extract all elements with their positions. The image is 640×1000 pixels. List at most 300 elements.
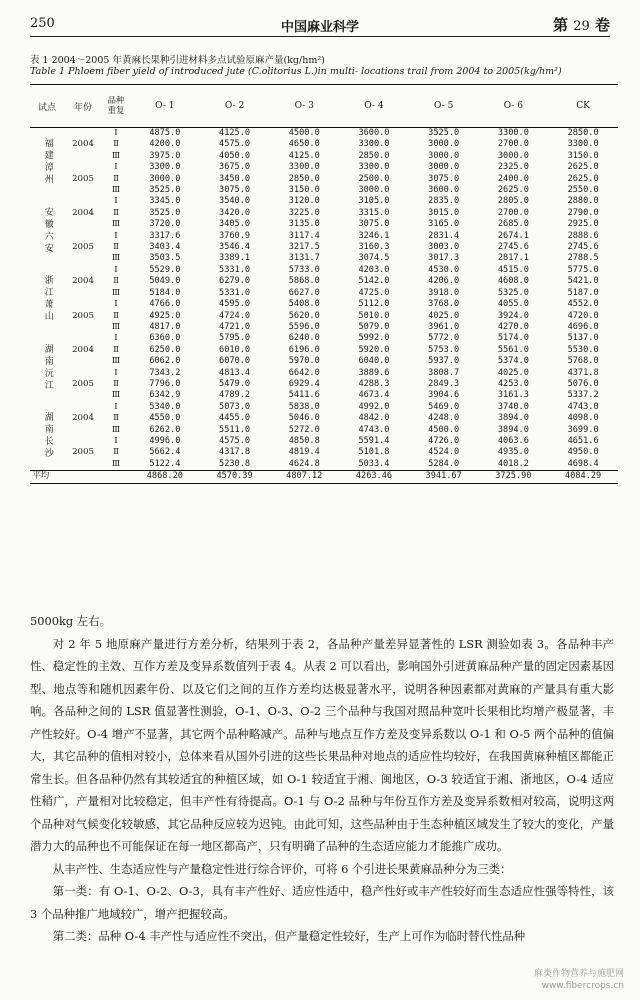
yield-cell: 3225.0	[288, 207, 320, 218]
yield-cell: 6040.0	[358, 356, 390, 367]
yield-cell: 3015.0	[428, 207, 460, 218]
column-header: 年份	[64, 85, 102, 128]
yield-cell: 4063.6	[497, 435, 529, 446]
yield-cell: 3420.0	[219, 207, 251, 218]
yield-cell: 4455.0	[219, 413, 251, 424]
yield-cell: 4317.8	[219, 447, 251, 458]
replicate-cell: Ⅲ	[111, 424, 121, 435]
yield-cell: 4673.4	[358, 390, 390, 401]
yield-cell: 2400.0	[497, 173, 529, 184]
yield-cell: 3074.5	[358, 253, 390, 264]
yield-cell: 3161.3	[497, 390, 529, 401]
yield-cell: 4575.0	[219, 435, 251, 446]
yield-cell: 5340.0	[149, 401, 181, 412]
yield-cell: 5076.0	[567, 378, 599, 389]
yield-cell: 4018.2	[497, 458, 529, 469]
yield-cell: 3503.5	[149, 253, 181, 264]
column-header: O- 3	[269, 85, 339, 128]
table-row	[30, 413, 618, 424]
yield-cell: 4992.0	[358, 401, 390, 412]
yield-cell: 4850.8	[288, 435, 320, 446]
yield-cell: 6196.0	[288, 344, 320, 355]
yield-cell: 4724.0	[219, 310, 251, 321]
yield-cell: 4819.4	[288, 447, 320, 458]
yield-cell: 3217.5	[288, 242, 320, 253]
replicate-cell: Ⅰ	[114, 264, 118, 275]
yield-cell: 5530.0	[567, 344, 599, 355]
page-header	[30, 14, 610, 37]
yield-cell: 3105.0	[358, 196, 390, 207]
yield-cell: 2625.0	[497, 185, 529, 196]
replicate-cell: Ⅰ	[114, 299, 118, 310]
yield-cell: 4696.0	[567, 321, 599, 332]
yield-cell: 6070.0	[219, 356, 251, 367]
table-row	[30, 402, 618, 413]
yield-cell: 5768.0	[567, 356, 599, 367]
yield-cell: 5122.4	[149, 458, 181, 469]
yield-cell: 5868.0	[288, 276, 320, 287]
table-header-row	[30, 85, 618, 128]
yield-cell: 2849.3	[428, 378, 460, 389]
yield-cell: 3131.7	[288, 253, 320, 264]
yield-cell: 3075.0	[358, 219, 390, 230]
yield-cell: 5187.0	[567, 287, 599, 298]
yield-cell: 2674.1	[497, 230, 529, 241]
yield-cell: 6642.0	[288, 367, 320, 378]
yield-cell: 5662.4	[149, 447, 181, 458]
yield-cell: 5184.0	[149, 287, 181, 298]
yield-cell: 2625.0	[567, 162, 599, 173]
yield-cell: 3160.3	[358, 242, 390, 253]
yield-cell: 5230.8	[219, 458, 251, 469]
replicate-cell: Ⅲ	[111, 390, 121, 401]
yield-cell: 2550.0	[567, 185, 599, 196]
yield-cell: 3546.4	[219, 242, 251, 253]
yield-cell: 5561.0	[497, 344, 529, 355]
yield-cell: 3075.0	[219, 185, 251, 196]
yield-cell: 4248.0	[428, 413, 460, 424]
yield-cell: 5101.8	[358, 447, 390, 458]
yield-cell: 3246.1	[358, 230, 390, 241]
column-header: O- 6	[479, 85, 549, 128]
replicate-cell: Ⅱ	[113, 310, 119, 321]
year-cell: 2005	[72, 447, 94, 458]
yield-cell: 3403.4	[149, 242, 181, 253]
yield-cell: 4050.0	[219, 150, 251, 161]
body-text	[30, 610, 614, 948]
table-row	[30, 390, 618, 401]
yield-cell: 3300.0	[288, 162, 320, 173]
table-row	[30, 356, 618, 367]
yield-cell: 5337.2	[567, 390, 599, 401]
yield-cell: 4950.0	[567, 447, 599, 458]
yield-cell: 5411.6	[288, 390, 320, 401]
yield-cell: 5529.0	[149, 264, 181, 275]
yield-cell: 6240.0	[288, 333, 320, 344]
yield-cell: 4575.0	[219, 139, 251, 150]
average-cell: 4570.39	[200, 471, 270, 483]
site-cell: 浙江萧山	[42, 275, 53, 324]
yield-cell: 6342.9	[149, 390, 181, 401]
yield-cell: 2788.5	[567, 253, 599, 264]
yield-cell: 6062.0	[149, 356, 181, 367]
yield-cell: 3000.0	[358, 185, 390, 196]
year-cell: 2005	[72, 310, 94, 321]
yield-cell: 3904.6	[428, 390, 460, 401]
replicate-cell: Ⅲ	[111, 150, 121, 161]
yield-cell: 3525.0	[428, 128, 460, 138]
yield-cell: 4743.0	[567, 401, 599, 412]
table-row	[30, 162, 618, 173]
yield-cell: 2790.0	[567, 207, 599, 218]
yield-cell: 3808.7	[428, 367, 460, 378]
table-caption-cn: 表 1 2004～2005 年黄麻长果种引进材料多点试验原麻产量(kg/hm²)	[30, 55, 325, 66]
yield-cell: 4206.0	[428, 276, 460, 287]
yield-cell: 4530.0	[428, 264, 460, 275]
yield-cell: 4698.4	[567, 458, 599, 469]
replicate-cell: Ⅱ	[113, 413, 119, 424]
average-cell: 3725.90	[479, 471, 549, 483]
yield-cell: 2325.0	[497, 162, 529, 173]
yield-cell: 5049.0	[149, 276, 181, 287]
replicate-cell: Ⅱ	[113, 378, 119, 389]
yield-cell: 4925.0	[149, 310, 181, 321]
yield-cell: 4789.2	[219, 390, 251, 401]
yield-cell: 3120.0	[288, 196, 320, 207]
yield-cell: 2745.6	[497, 242, 529, 253]
yield-cell: 2625.0	[567, 173, 599, 184]
site-cell: 安徽六安	[42, 206, 53, 255]
average-cell: 4084.29	[548, 471, 618, 483]
yield-cell: 3075.0	[428, 173, 460, 184]
replicate-cell: Ⅲ	[111, 185, 121, 196]
replicate-cell: Ⅱ	[113, 242, 119, 253]
yield-cell: 5142.0	[358, 276, 390, 287]
yield-cell: 4996.0	[149, 435, 181, 446]
yield-cell: 2685.0	[497, 219, 529, 230]
yield-cell: 5010.0	[358, 310, 390, 321]
yield-cell: 6360.0	[149, 333, 181, 344]
yield-cell: 5772.0	[428, 333, 460, 344]
page-number: 250	[30, 16, 55, 31]
average-cell: 4807.12	[269, 471, 339, 483]
yield-cell: 4055.0	[497, 299, 529, 310]
yield-cell: 3345.0	[149, 196, 181, 207]
yield-cell: 3450.0	[219, 173, 251, 184]
yield-cell: 3525.0	[149, 185, 181, 196]
yield-cell: 2831.4	[428, 230, 460, 241]
replicate-cell: Ⅱ	[113, 207, 119, 218]
yield-cell: 2500.0	[358, 173, 390, 184]
yield-cell: 2880.0	[567, 196, 599, 207]
replicate-cell: Ⅲ	[111, 458, 121, 469]
replicate-cell: Ⅱ	[113, 173, 119, 184]
paragraph: 第一类：有 O-1、O-2、O-3，具有丰产性好、适应性适中，稳产性好或丰产性较好而生态适应性强等特性，该 3 个品种推广地域较广，增产把握较高。	[30, 884, 614, 921]
yield-cell: 4651.6	[567, 435, 599, 446]
yield-cell: 4817.0	[149, 321, 181, 332]
yield-cell: 4726.0	[428, 435, 460, 446]
replicate-cell: Ⅲ	[111, 321, 121, 332]
yield-cell: 5920.0	[358, 344, 390, 355]
column-header: CK	[548, 85, 618, 128]
paragraph: 第二类：品种 O-4 丰产性与适应性不突出，但产量稳定性较好，生产上可作为临时替代性品种	[52, 929, 526, 943]
paragraph: 对 2 年 5 地原麻产量进行方差分析，结果列于表 2，各品种产量差异显著性的 LSR 测验如表 3。各品种丰产性、稳定性的主效、互作方差及变异系数值列于表 4。从表 2 可以看出，影响国外引进黄麻品种产量的固定因素基因型、地点等和随机因素年份、以及它们之间的互作方差均达极显著水平，说明各种因素都对黄麻的产量具有重大影响。各品种之间的 LSR 值显著性测验，O-1、O-3、O-2 三个品种与我国对照品种宽叶长果相比均增产极显著，丰产性较好。O-4 增产不显著，其它两个品种略减产。品种与地点互作方差及变异系数以 O-1 和 O-5 两个品种的值偏大，其它品种的值相对较小，总体来看从国外引进的这些长果品种对地点的适应性均较好，在我国黄麻种植区都能正常生长。但各品种仍然有其较适宜的种植区域，如 O-1 较适宜于湘、闽地区，O-3 较适宜于湘、浙地区，O-4 适应性稍广，产量相对比较稳定，但丰产性有待提高。O-1 与 O-2 品种与年份互作方差及变异系数相对较高，说明这两个品种对气候变化较敏感，其它品种反应较为迟钝。由此可知，这些品种由于生态种植区域发生了较大的变化，产量潜力大的品种也不可能保证在每一地区都高产，只有明确了品种的生态适应能力才能推广成功。	[30, 636, 614, 853]
yield-cell: 6279.0	[219, 276, 251, 287]
yield-cell: 7343.2	[149, 367, 181, 378]
table-row	[30, 436, 618, 447]
table-row	[30, 253, 618, 264]
yield-cell: 5112.0	[358, 299, 390, 310]
site-cell: 湖南长沙	[42, 411, 53, 460]
yield-cell: 3600.0	[358, 128, 390, 138]
yield-cell: 6627.0	[288, 287, 320, 298]
year-cell: 2005	[72, 173, 94, 184]
yield-cell: 6250.0	[149, 344, 181, 355]
yield-cell: 3918.0	[428, 287, 460, 298]
site-cell: 福建漳州	[42, 138, 53, 187]
yield-cell: 3525.0	[149, 207, 181, 218]
yield-cell: 4524.0	[428, 447, 460, 458]
yield-cell: 5325.0	[497, 287, 529, 298]
column-header: O- 4	[339, 85, 409, 128]
replicate-cell: Ⅰ	[114, 333, 118, 344]
yield-cell: 6010.0	[219, 344, 251, 355]
yield-cell: 3768.0	[428, 299, 460, 310]
table-row	[30, 345, 618, 356]
yield-cell: 5591.4	[358, 435, 390, 446]
yield-cell: 5992.0	[358, 333, 390, 344]
yield-cell: 3000.0	[149, 173, 181, 184]
yield-cell: 5775.0	[567, 264, 599, 275]
yield-cell: 2805.0	[497, 196, 529, 207]
replicate-cell: Ⅲ	[111, 219, 121, 230]
yield-cell: 3300.0	[358, 139, 390, 150]
yield-cell: 4935.0	[497, 447, 529, 458]
replicate-cell: Ⅰ	[114, 367, 118, 378]
table-row	[30, 322, 618, 333]
table-row	[30, 196, 618, 207]
yield-cell: 4125.0	[288, 150, 320, 161]
column-header: 品种 重复	[102, 85, 130, 128]
yield-cell: 3600.0	[428, 185, 460, 196]
year-cell: 2005	[72, 242, 94, 253]
yield-cell: 3924.0	[497, 310, 529, 321]
table-row	[30, 208, 618, 219]
table-row	[30, 265, 618, 276]
year-cell: 2004	[72, 207, 94, 218]
paragraph: 5000kg 左右。	[30, 614, 111, 628]
yield-cell: 4500.0	[428, 424, 460, 435]
yield-cell: 2850.0	[358, 150, 390, 161]
yield-cell: 5511.0	[219, 424, 251, 435]
yield-cell: 6929.4	[288, 378, 320, 389]
yield-cell: 5753.0	[428, 344, 460, 355]
table-row	[30, 231, 618, 242]
yield-cell: 3894.0	[497, 424, 529, 435]
replicate-cell: Ⅲ	[111, 253, 121, 264]
yield-cell: 5284.0	[428, 458, 460, 469]
yield-cell: 3000.0	[428, 139, 460, 150]
table-row	[30, 185, 618, 196]
table-row	[30, 242, 618, 253]
yield-cell: 4875.0	[149, 128, 181, 138]
replicate-cell: Ⅰ	[114, 162, 118, 173]
journal-name: 中国麻业科学	[280, 20, 359, 35]
yield-cell: 3315.0	[358, 207, 390, 218]
table-row	[30, 459, 618, 471]
year-cell: 2004	[72, 276, 94, 287]
yield-cell: 3699.0	[567, 424, 599, 435]
table-row	[30, 288, 618, 299]
table-row	[30, 276, 618, 287]
column-header: 试点	[30, 85, 64, 128]
yield-cell: 2835.0	[428, 196, 460, 207]
yield-cell: 3000.0	[497, 150, 529, 161]
replicate-cell: Ⅰ	[114, 230, 118, 241]
yield-cell: 4515.0	[497, 264, 529, 275]
yield-cell: 3300.0	[358, 162, 390, 173]
yield-cell: 3894.0	[497, 413, 529, 424]
year-cell: 2004	[72, 344, 94, 355]
yield-cell: 2700.0	[497, 207, 529, 218]
yield-cell: 5408.0	[288, 299, 320, 310]
yield-cell: 5073.0	[219, 401, 251, 412]
yield-cell: 4721.0	[219, 321, 251, 332]
replicate-cell: Ⅲ	[111, 287, 121, 298]
yield-cell: 5331.0	[219, 287, 251, 298]
yield-cell: 4125.0	[219, 128, 251, 138]
replicate-cell: Ⅰ	[114, 435, 118, 446]
yield-cell: 3150.0	[567, 150, 599, 161]
yield-cell: 4743.0	[358, 424, 390, 435]
replicate-cell: Ⅱ	[113, 447, 119, 458]
yield-cell: 5795.0	[219, 333, 251, 344]
table-row	[30, 299, 618, 310]
yield-cell: 7796.0	[149, 378, 181, 389]
yield-cell: 4650.0	[288, 139, 320, 150]
replicate-cell: Ⅱ	[113, 344, 119, 355]
average-cell: 4868.20	[130, 471, 200, 483]
yield-cell: 3405.0	[219, 219, 251, 230]
replicate-cell: Ⅰ	[114, 401, 118, 412]
yield-cell: 3117.4	[288, 230, 320, 241]
table-row	[30, 311, 618, 322]
yield-cell: 4203.0	[358, 264, 390, 275]
yield-cell: 4500.0	[288, 128, 320, 138]
yield-cell: 3000.0	[428, 162, 460, 173]
column-header: O- 2	[200, 85, 270, 128]
column-header: O- 1	[130, 85, 200, 128]
yield-cell: 3300.0	[149, 162, 181, 173]
column-header: O- 5	[409, 85, 479, 128]
table-row	[30, 333, 618, 344]
yield-cell: 3135.0	[288, 219, 320, 230]
yield-cell: 3389.1	[219, 253, 251, 264]
yield-cell: 3300.0	[497, 128, 529, 138]
yield-cell: 3003.0	[428, 242, 460, 253]
yield-cell: 2850.0	[567, 128, 599, 138]
yield-cell: 4550.0	[149, 413, 181, 424]
yield-cell: 3889.6	[358, 367, 390, 378]
yield-cell: 5331.0	[219, 264, 251, 275]
average-label: 平均	[30, 471, 130, 483]
yield-cell: 2700.0	[497, 139, 529, 150]
yield-cell: 5596.0	[288, 321, 320, 332]
average-cell: 4263.46	[339, 471, 409, 483]
table-caption-en: Table 1 Phloem fiber yield of introduced jute (C.olitorius L.)in multi- locations trail from 2004 to 2005(kg/hm²)	[30, 66, 562, 77]
yield-cell: 4813.4	[219, 367, 251, 378]
yield-table	[30, 84, 618, 484]
table-row	[30, 379, 618, 390]
yield-cell: 3961.0	[428, 321, 460, 332]
yield-cell: 5079.0	[358, 321, 390, 332]
yield-cell: 2850.0	[288, 173, 320, 184]
table-row	[30, 139, 618, 150]
yield-cell: 4624.8	[288, 458, 320, 469]
yield-cell: 5046.0	[288, 413, 320, 424]
yield-cell: 3760.9	[219, 230, 251, 241]
yield-cell: 3300.0	[567, 139, 599, 150]
yield-cell: 3675.0	[219, 162, 251, 173]
yield-cell: 5620.0	[288, 310, 320, 321]
watermark: 麻类作物营养与施肥网 www.fibercrops.cn	[533, 969, 624, 991]
average-cell: 3941.67	[409, 471, 479, 483]
yield-cell: 4270.0	[497, 321, 529, 332]
yield-cell: 3017.3	[428, 253, 460, 264]
yield-cell: 5174.0	[497, 333, 529, 344]
site-cell: 湖南沅江	[42, 343, 53, 392]
replicate-cell: Ⅰ	[114, 196, 118, 207]
yield-cell: 5479.0	[219, 378, 251, 389]
replicate-cell: Ⅱ	[113, 139, 119, 150]
yield-cell: 4720.0	[567, 310, 599, 321]
yield-cell: 3165.0	[428, 219, 460, 230]
yield-cell: 5970.0	[288, 356, 320, 367]
yield-cell: 4842.0	[358, 413, 390, 424]
year-cell: 2005	[72, 378, 94, 389]
yield-cell: 5137.0	[567, 333, 599, 344]
yield-cell: 4200.0	[149, 139, 181, 150]
yield-cell: 4725.0	[358, 287, 390, 298]
yield-cell: 5033.4	[358, 458, 390, 469]
yield-cell: 2817.1	[497, 253, 529, 264]
table-row	[30, 151, 618, 162]
replicate-cell: Ⅱ	[113, 276, 119, 287]
table-row	[30, 174, 618, 185]
yield-cell: 4098.0	[567, 413, 599, 424]
yield-cell: 6262.0	[149, 424, 181, 435]
table-row	[30, 128, 618, 140]
yield-cell: 5838.0	[288, 401, 320, 412]
yield-cell: 4025.0	[428, 310, 460, 321]
yield-cell: 3540.0	[219, 196, 251, 207]
table-row	[30, 368, 618, 379]
yield-cell: 3740.0	[497, 401, 529, 412]
yield-cell: 5374.0	[497, 356, 529, 367]
yield-cell: 4595.0	[219, 299, 251, 310]
yield-cell: 4608.0	[497, 276, 529, 287]
yield-cell: 4371.8	[567, 367, 599, 378]
yield-cell: 5421.0	[567, 276, 599, 287]
replicate-cell: Ⅲ	[111, 356, 121, 367]
yield-cell: 4025.0	[497, 367, 529, 378]
yield-cell: 2888.6	[567, 230, 599, 241]
volume: 第 29 卷	[552, 16, 610, 34]
paragraph: 从丰产性、生态适应性与产量稳定性进行综合评价，可将 6 个引进长果黄麻品种分为三类：	[52, 861, 512, 876]
yield-cell: 4288.3	[358, 378, 390, 389]
yield-cell: 4766.0	[149, 299, 181, 310]
table-row	[30, 425, 618, 436]
